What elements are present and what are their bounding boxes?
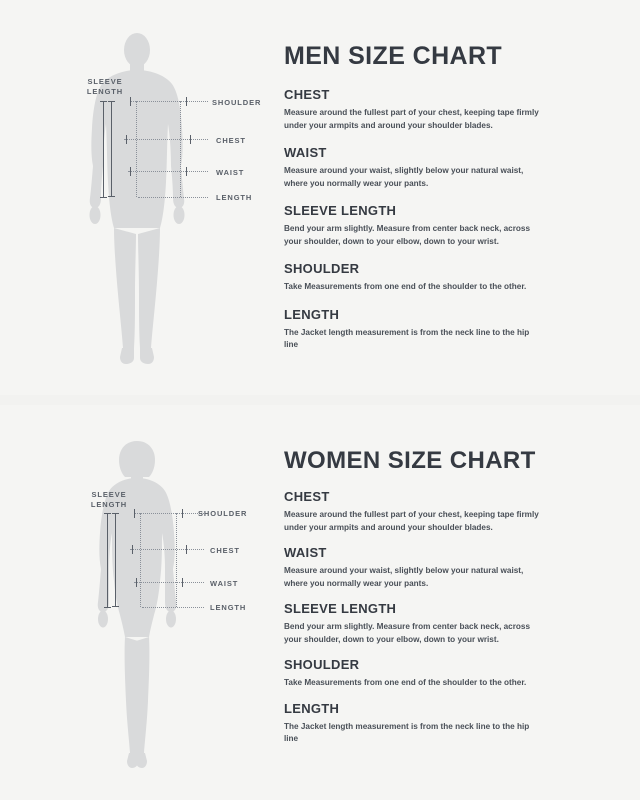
men-section-chest-text: Measure around the fullest part of your chest, keeping tape firmly under your armpits and around your shoulder blades.	[284, 108, 539, 130]
sleeve-length-axis	[103, 101, 104, 197]
men-figure-column	[0, 14, 278, 395]
waist-tick-right	[186, 167, 187, 176]
anno-men-shoulder: SHOULDER	[212, 98, 262, 107]
anno-women-sleeve-length-line2: LENGTH	[90, 500, 128, 509]
men-section-waist-heading: WAIST	[284, 145, 327, 160]
women-chest-tick-right	[186, 545, 187, 554]
women-guide-center-vertical	[140, 513, 141, 607]
guide-waist	[128, 171, 208, 172]
anno-men-sleeve-length-line2: LENGTH	[86, 87, 124, 96]
men-text-column	[278, 14, 640, 395]
female-body-silhouette-icon	[62, 441, 212, 776]
men-section-chest-heading: CHEST	[284, 87, 330, 102]
women-shoulder-tick-right	[182, 509, 183, 518]
shoulder-tick-left	[130, 97, 131, 106]
women-section-waist	[284, 545, 614, 590]
women-guide-length	[142, 607, 204, 608]
anno-women-length: LENGTH	[210, 603, 247, 612]
anno-women-shoulder: SHOULDER	[198, 509, 248, 518]
women-section-sleeve-length-heading: SLEEVE LENGTH	[284, 601, 397, 616]
men-section-shoulder-text: Take Measurements from one end of the shoulder to the other.	[284, 282, 527, 291]
women-section-shoulder-heading: SHOULDER	[284, 657, 360, 672]
men-chart-title: MEN SIZE CHART	[284, 42, 503, 70]
anno-men-chest: CHEST	[216, 136, 246, 145]
anno-men-sleeve-length	[84, 77, 126, 97]
women-section-shoulder	[284, 657, 614, 690]
guide-shoulder	[130, 101, 208, 102]
women-waist-tick-right	[182, 578, 183, 587]
women-waist-tick-left	[136, 578, 137, 587]
length-axis	[111, 101, 112, 196]
women-guide-chest	[130, 549, 204, 550]
men-section-length	[284, 307, 614, 352]
panel-divider	[0, 395, 640, 405]
men-section-shoulder	[284, 261, 614, 294]
women-section-sleeve-length-text: Bend your arm slightly. Measure from center back neck, across your shoulder, down to your elbow, down to your wrist.	[284, 622, 531, 644]
women-guide-shoulder	[134, 513, 204, 514]
anno-men-length: LENGTH	[216, 193, 253, 202]
women-guide-waist	[134, 582, 204, 583]
men-section-waist	[284, 145, 614, 190]
anno-women-sleeve-length-line1: SLEEVE	[91, 490, 127, 499]
guide-length	[138, 197, 208, 198]
women-section-waist-heading: WAIST	[284, 545, 327, 560]
men-section-length-text: The Jacket length measurement is from the neck line to the hip line	[284, 327, 530, 349]
men-section-sleeve-length-text: Bend your arm slightly. Measure from center back neck, across your shoulder, down to your elbow, down to your wrist.	[284, 224, 531, 246]
women-figure-wrapper	[0, 419, 278, 800]
women-text-column	[278, 419, 640, 800]
women-figure-column	[0, 419, 278, 800]
women-length-cap-bottom	[112, 606, 119, 607]
sleeve-length-cap-bottom	[100, 197, 107, 198]
women-sleeve-length-axis	[107, 513, 108, 607]
women-chest-tick-left	[132, 545, 133, 554]
men-section-sleeve-length	[284, 203, 614, 248]
length-cap-bottom	[108, 196, 115, 197]
women-shoulder-tick-left	[134, 509, 135, 518]
women-section-sleeve-length	[284, 601, 614, 646]
women-guide-center-vertical-right	[176, 513, 177, 607]
women-section-shoulder-text: Take Measurements from one end of the shoulder to the other.	[284, 678, 527, 687]
chest-tick-left	[126, 135, 127, 144]
men-figure-wrapper	[0, 14, 278, 395]
men-section-chest	[284, 87, 614, 132]
anno-women-waist: WAIST	[210, 579, 239, 588]
men-size-chart-panel	[0, 0, 640, 395]
chest-tick-right	[190, 135, 191, 144]
women-section-chest-text: Measure around the fullest part of your chest, keeping tape firmly under your armpits and around your shoulder blades.	[284, 510, 539, 532]
women-section-chest	[284, 489, 614, 534]
men-section-shoulder-heading: SHOULDER	[284, 261, 360, 276]
guide-center-vertical	[136, 101, 137, 197]
women-section-length-text: The Jacket length measurement is from the neck line to the hip line	[284, 721, 530, 743]
anno-women-chest: CHEST	[210, 546, 240, 555]
women-chart-title: WOMEN SIZE CHART	[284, 447, 536, 474]
women-section-waist-text: Measure around your waist, slightly below your natural waist, where you normally wear your pants.	[284, 566, 524, 588]
men-section-waist-text: Measure around your waist, slightly below your natural waist, where you normally wear your pants.	[284, 166, 524, 188]
anno-women-sleeve-length	[88, 490, 130, 510]
women-section-length-heading: LENGTH	[284, 700, 340, 716]
anno-men-sleeve-length-line1: SLEEVE	[87, 77, 123, 86]
women-section-chest-heading: CHEST	[284, 489, 330, 504]
men-section-sleeve-length-heading: SLEEVE LENGTH	[284, 203, 397, 218]
women-section-length	[284, 701, 614, 746]
women-size-chart-panel	[0, 405, 640, 800]
waist-tick-left	[130, 167, 131, 176]
women-length-axis	[115, 513, 116, 606]
anno-men-waist: WAIST	[216, 168, 245, 177]
guide-center-vertical-right	[180, 101, 181, 197]
shoulder-tick-right	[186, 97, 187, 106]
men-section-length-heading: LENGTH	[284, 306, 340, 322]
women-sleeve-length-cap-bottom	[104, 607, 111, 608]
